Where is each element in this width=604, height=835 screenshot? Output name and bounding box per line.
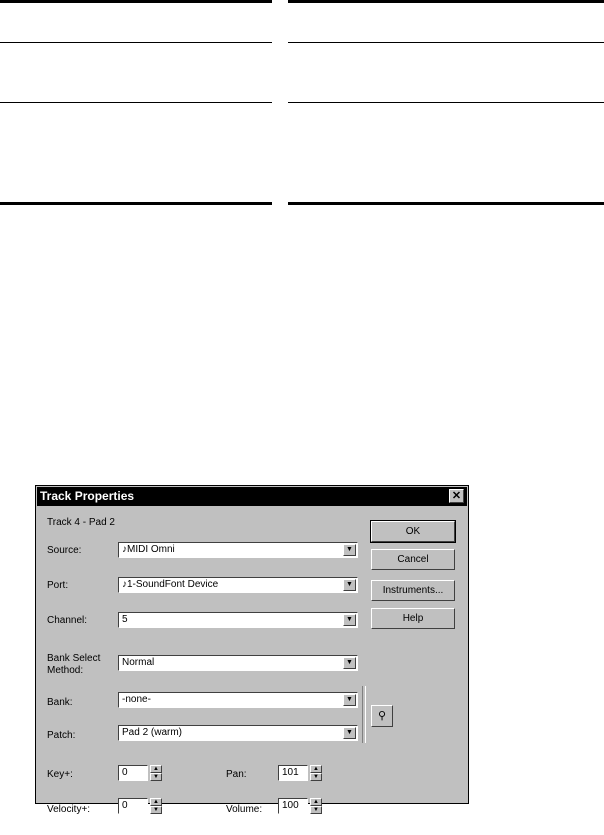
table-top-rule-left — [0, 0, 272, 3]
channel-dropdown[interactable] — [118, 612, 358, 628]
spin-down-icon[interactable]: ▼ — [150, 806, 162, 814]
dialog-title: Track Properties — [40, 489, 135, 503]
ok-button[interactable]: OK — [371, 521, 455, 542]
pan-stepper[interactable] — [310, 765, 322, 781]
table-rule-left-2 — [0, 102, 272, 103]
bank-select-method-label-1: Bank Select — [47, 653, 101, 664]
help-button[interactable]: Help — [371, 608, 455, 629]
velocity-input[interactable]: 0 — [118, 798, 148, 814]
volume-label: Volume: — [226, 804, 263, 815]
patch-label: Patch: — [47, 730, 76, 741]
table-top-rule-right — [288, 0, 604, 3]
bank-dropdown[interactable] — [118, 692, 358, 708]
velocity-stepper[interactable] — [150, 798, 162, 814]
bank-value: -none- — [122, 694, 151, 705]
key-label: Key+: — [47, 769, 73, 780]
velocity-label: Velocity+: — [47, 804, 91, 815]
channel-value: 5 — [122, 614, 128, 625]
source-label: Source: — [47, 545, 82, 556]
key-stepper[interactable] — [150, 765, 162, 781]
spin-up-icon[interactable]: ▲ — [150, 765, 162, 773]
spin-up-icon[interactable]: ▲ — [310, 798, 322, 806]
bank-select-method-value: Normal — [122, 657, 155, 668]
spin-down-icon[interactable]: ▼ — [310, 806, 322, 814]
title-bar — [37, 487, 467, 506]
instruments-button[interactable]: Instruments... — [371, 580, 455, 601]
chevron-down-icon[interactable]: ▼ — [343, 657, 356, 669]
close-icon[interactable]: ✕ — [449, 489, 464, 503]
chevron-down-icon[interactable]: ▼ — [343, 727, 356, 739]
key-input[interactable]: 0 — [118, 765, 148, 781]
magnifier-icon[interactable]: ⚲ — [371, 705, 393, 727]
spin-up-icon[interactable]: ▲ — [310, 765, 322, 773]
cancel-button[interactable]: Cancel — [371, 549, 455, 570]
chevron-down-icon[interactable]: ▼ — [343, 694, 356, 706]
bank-label: Bank: — [47, 697, 73, 708]
pan-label: Pan: — [226, 769, 247, 780]
chevron-down-icon[interactable]: ▼ — [343, 544, 356, 556]
volume-stepper[interactable] — [310, 798, 322, 814]
patch-dropdown[interactable] — [118, 725, 358, 741]
spin-down-icon[interactable]: ▼ — [310, 773, 322, 781]
table-rule-right-2 — [288, 102, 604, 103]
volume-input[interactable]: 100 — [278, 798, 308, 814]
port-dropdown[interactable] — [118, 577, 358, 593]
port-value: ♪1-SoundFont Device — [122, 579, 219, 590]
source-dropdown[interactable] — [118, 542, 358, 558]
bank-select-method-label-2: Method: — [47, 665, 84, 676]
track-name-label: Track 4 - Pad 2 — [47, 517, 115, 528]
table-bottom-rule-right — [288, 202, 604, 205]
chevron-down-icon[interactable]: ▼ — [343, 579, 356, 591]
table-rule-left-1 — [0, 42, 272, 43]
bank-select-method-dropdown[interactable] — [118, 655, 358, 671]
table-bottom-rule-left — [0, 202, 272, 205]
patch-value: Pad 2 (warm) — [122, 727, 183, 738]
spin-down-icon[interactable]: ▼ — [150, 773, 162, 781]
source-value: ♪MIDI Omni — [122, 544, 175, 555]
port-label: Port: — [47, 580, 69, 591]
vertical-separator — [362, 686, 366, 743]
chevron-down-icon[interactable]: ▼ — [343, 614, 356, 626]
channel-label: Channel: — [47, 615, 88, 626]
table-rule-right-1 — [288, 42, 604, 43]
spin-up-icon[interactable]: ▲ — [150, 798, 162, 806]
pan-input[interactable]: 101 — [278, 765, 308, 781]
